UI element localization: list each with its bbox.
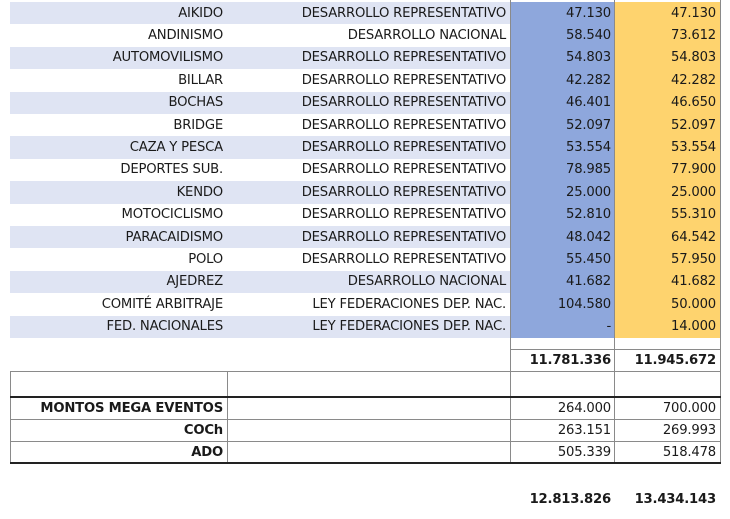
- federation-row: [0, 159, 730, 181]
- grid-line: [10, 371, 11, 463]
- event-value-1[interactable]: 264.000: [557, 400, 611, 416]
- event-program-cell[interactable]: [227, 419, 510, 441]
- federation-value-2[interactable]: 53.554: [614, 136, 720, 158]
- federation-value-2[interactable]: 47.130: [614, 2, 720, 24]
- grid-line: [510, 371, 511, 463]
- federation-name[interactable]: BILLAR: [178, 72, 223, 88]
- event-value-1[interactable]: 263.151: [557, 422, 611, 438]
- federation-value-1[interactable]: 47.130: [510, 2, 614, 24]
- grid-line: [510, 349, 720, 350]
- federation-name[interactable]: PARACAIDISMO: [10, 226, 227, 248]
- federation-row: [0, 2, 730, 24]
- federation-row: [0, 47, 730, 69]
- federation-program[interactable]: DESARROLLO NACIONAL: [347, 28, 506, 44]
- event-row: [0, 397, 730, 419]
- federation-program[interactable]: DESARROLLO REPRESENTATIVO: [301, 162, 506, 178]
- federation-row: [0, 114, 730, 136]
- federation-value-2[interactable]: 52.097: [614, 114, 720, 136]
- federation-value-1[interactable]: 25.000: [510, 181, 614, 203]
- federation-value-1[interactable]: 42.282: [510, 69, 614, 91]
- grid-line: [10, 462, 721, 464]
- grid-line: [510, 0, 511, 372]
- federation-value-1[interactable]: 53.554: [510, 136, 614, 158]
- grid-line: [720, 0, 721, 372]
- federation-name[interactable]: CAZA Y PESCA: [10, 136, 227, 158]
- federation-name[interactable]: KENDO: [10, 181, 227, 203]
- federation-value-2[interactable]: 25.000: [614, 181, 720, 203]
- subtotal-row: [0, 349, 730, 371]
- federation-row: [0, 271, 730, 293]
- event-program-cell[interactable]: [227, 441, 510, 463]
- federation-value-1[interactable]: 58.540: [510, 24, 614, 46]
- federation-name[interactable]: AJEDREZ: [10, 271, 227, 293]
- federation-row: [0, 69, 730, 91]
- federation-value-2[interactable]: 42.282: [614, 69, 720, 91]
- federation-program[interactable]: LEY FEDERACIONES DEP. NAC.: [312, 296, 506, 312]
- federation-program[interactable]: DESARROLLO NACIONAL: [227, 271, 510, 293]
- federation-row: [0, 204, 730, 226]
- federation-row: [0, 248, 730, 270]
- federation-name[interactable]: MOTOCICLISMO: [121, 207, 223, 223]
- event-value-2[interactable]: 700.000: [662, 400, 716, 416]
- federation-program[interactable]: LEY FEDERACIONES DEP. NAC.: [227, 316, 510, 338]
- federation-program[interactable]: DESARROLLO REPRESENTATIVO: [227, 92, 510, 114]
- grid-line: [10, 441, 720, 442]
- event-value-2[interactable]: 518.478: [662, 444, 716, 460]
- federation-row: [0, 24, 730, 46]
- federation-value-1[interactable]: 41.682: [510, 271, 614, 293]
- federation-name[interactable]: ANDINISMO: [147, 28, 223, 44]
- grand-total-value-1[interactable]: 12.813.826: [529, 491, 611, 507]
- federation-value-1[interactable]: 78.985: [510, 159, 614, 181]
- federation-value-2[interactable]: 55.310: [614, 204, 720, 226]
- federation-value-2[interactable]: 64.542: [614, 226, 720, 248]
- federation-program[interactable]: DESARROLLO REPRESENTATIVO: [227, 2, 510, 24]
- event-row: [0, 441, 730, 463]
- federation-value-1[interactable]: 104.580: [510, 293, 614, 315]
- federation-value-2[interactable]: 57.950: [614, 248, 720, 270]
- federation-row: [0, 293, 730, 315]
- grid-line: [614, 0, 615, 372]
- event-name[interactable]: MONTOS MEGA EVENTOS: [40, 400, 223, 416]
- empty-row: [0, 374, 730, 396]
- federation-row: [0, 92, 730, 114]
- federation-value-2[interactable]: 46.650: [614, 92, 720, 114]
- event-value-1[interactable]: 505.339: [557, 444, 611, 460]
- federation-name[interactable]: FED. NACIONALES: [10, 316, 227, 338]
- federation-value-1[interactable]: 52.097: [510, 114, 614, 136]
- federation-row: [0, 226, 730, 248]
- federation-value-1[interactable]: -: [510, 316, 614, 338]
- grid-line: [227, 371, 228, 463]
- federation-row: [0, 136, 730, 158]
- federation-program[interactable]: DESARROLLO REPRESENTATIVO: [301, 207, 506, 223]
- federation-name[interactable]: BRIDGE: [173, 117, 223, 133]
- federation-program[interactable]: DESARROLLO REPRESENTATIVO: [301, 72, 506, 88]
- event-name[interactable]: ADO: [191, 444, 223, 460]
- event-program-cell[interactable]: [227, 397, 510, 419]
- subtotal-value-1[interactable]: 11.781.336: [529, 352, 611, 368]
- federation-value-2[interactable]: 50.000: [614, 293, 720, 315]
- federation-row: [0, 316, 730, 338]
- federation-name[interactable]: POLO: [188, 252, 223, 268]
- federation-program[interactable]: DESARROLLO REPRESENTATIVO: [227, 136, 510, 158]
- federation-name[interactable]: BOCHAS: [10, 92, 227, 114]
- federation-name[interactable]: DEPORTES SUB.: [120, 162, 223, 178]
- grid-line: [614, 371, 615, 463]
- event-row: [0, 419, 730, 441]
- federation-value-2[interactable]: 73.612: [614, 24, 720, 46]
- federation-value-1[interactable]: 52.810: [510, 204, 614, 226]
- federation-program[interactable]: DESARROLLO REPRESENTATIVO: [301, 252, 506, 268]
- federation-program[interactable]: DESARROLLO REPRESENTATIVO: [227, 226, 510, 248]
- grid-line: [10, 396, 721, 398]
- federation-row: [0, 181, 730, 203]
- federation-value-1[interactable]: 48.042: [510, 226, 614, 248]
- federation-name[interactable]: AIKIDO: [10, 2, 227, 24]
- grid-line: [720, 371, 721, 463]
- federation-value-1[interactable]: 54.803: [510, 47, 614, 69]
- federation-value-2[interactable]: 54.803: [614, 47, 720, 69]
- event-value-2[interactable]: 269.993: [662, 422, 716, 438]
- grid-line: [10, 419, 720, 420]
- federation-value-1[interactable]: 46.401: [510, 92, 614, 114]
- federation-value-1[interactable]: 55.450: [510, 248, 614, 270]
- federation-value-2[interactable]: 14.000: [614, 316, 720, 338]
- federation-value-2[interactable]: 41.682: [614, 271, 720, 293]
- grand-total-value-2[interactable]: 13.434.143: [634, 491, 716, 507]
- federation-program[interactable]: DESARROLLO REPRESENTATIVO: [227, 47, 510, 69]
- grand-total-row: [0, 488, 730, 510]
- subtotal-value-2[interactable]: 11.945.672: [634, 352, 716, 368]
- event-name[interactable]: COCh: [183, 422, 223, 438]
- federation-program[interactable]: DESARROLLO REPRESENTATIVO: [301, 117, 506, 133]
- federation-value-2[interactable]: 77.900: [614, 159, 720, 181]
- federation-name[interactable]: AUTOMOVILISMO: [10, 47, 227, 69]
- federation-program[interactable]: DESARROLLO REPRESENTATIVO: [227, 181, 510, 203]
- federation-name[interactable]: COMITÉ ARBITRAJE: [101, 296, 223, 312]
